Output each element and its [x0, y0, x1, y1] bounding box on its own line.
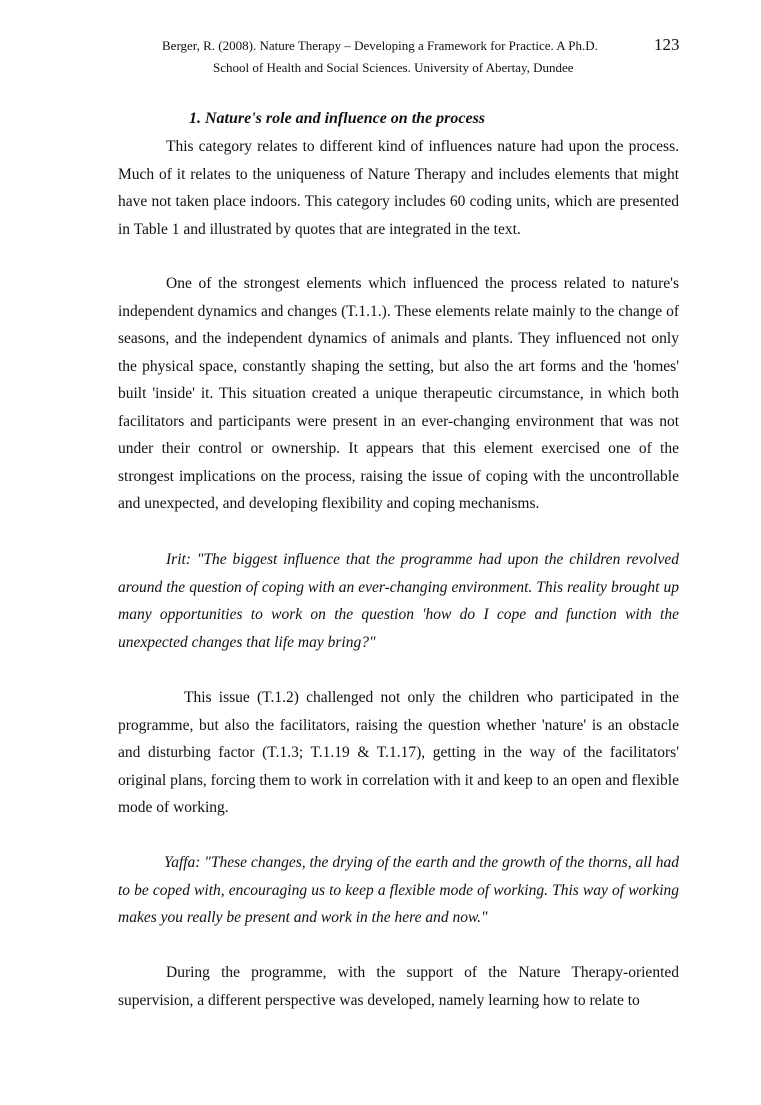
page-number: 123	[654, 35, 680, 54]
quote-irit: Irit: "The biggest influence that the programme had upon the children revolved around the question of coping with an ever-changing environment. This reality brought up many opportunities to work on the question 'how do I cope and function with the unexpected changes that life may bring?"	[118, 551, 679, 651]
paragraph-issue-facilitators: This issue (T.1.2) challenged not only the children who participated in the programme, but also the facilitators, raising the question whether 'nature' is an obstacle and disturbing factor (T.1.3; T.1.19 & T.1.17), getting in the way of the facilitators' original plans, forcing them to work in correlation with it and keep to an open and flexible mode of working.	[118, 689, 679, 816]
section-heading: 1. Nature's role and influence on the process	[189, 110, 486, 127]
paragraph-category-intro: This category relates to different kind of influences nature had upon the process. Much of it relates to the uniqueness of Nature Therapy and includes elements that might have not taken place indoors. This category includes 60 coding units, which are presented in Table 1 and illustrated by quotes that are integrated in the text.	[118, 138, 679, 238]
running-header-institution: School of Health and Social Sciences. University of Abertay, Dundee	[213, 60, 574, 75]
quote-yaffa: Yaffa: "These changes, the drying of the earth and the growth of the thorns, all had to be coped with, encouraging us to keep a flexible mode of working. This way of working makes you really be present and work in the here and now."	[118, 854, 679, 926]
paragraph-strongest-elements: One of the strongest elements which influenced the process related to nature's independent dynamics and changes (T.1.1.). These elements relate mainly to the change of seasons, and the independent dynamics of animals and plants. They influenced not only the physical space, constantly shaping the setting, but also the art forms and the 'homes' built 'inside' it. This situation created a unique therapeutic circumstance, in which both facilitators and participants were present in an ever-changing environment that was not under their control or ownership. It appears that this element exercised one of the strongest implications on the process, raising the issue of coping with the uncontrollable and unexpected, and developing flexibility and coping mechanisms.	[118, 275, 679, 512]
running-header-citation: Berger, R. (2008). Nature Therapy – Developing a Framework for Practice. A Ph.D.	[162, 38, 598, 53]
paragraph-supervision-perspective: During the programme, with the support of the Nature Therapy-oriented supervision, a different perspective was developed, namely learning how to relate to	[118, 964, 679, 1009]
